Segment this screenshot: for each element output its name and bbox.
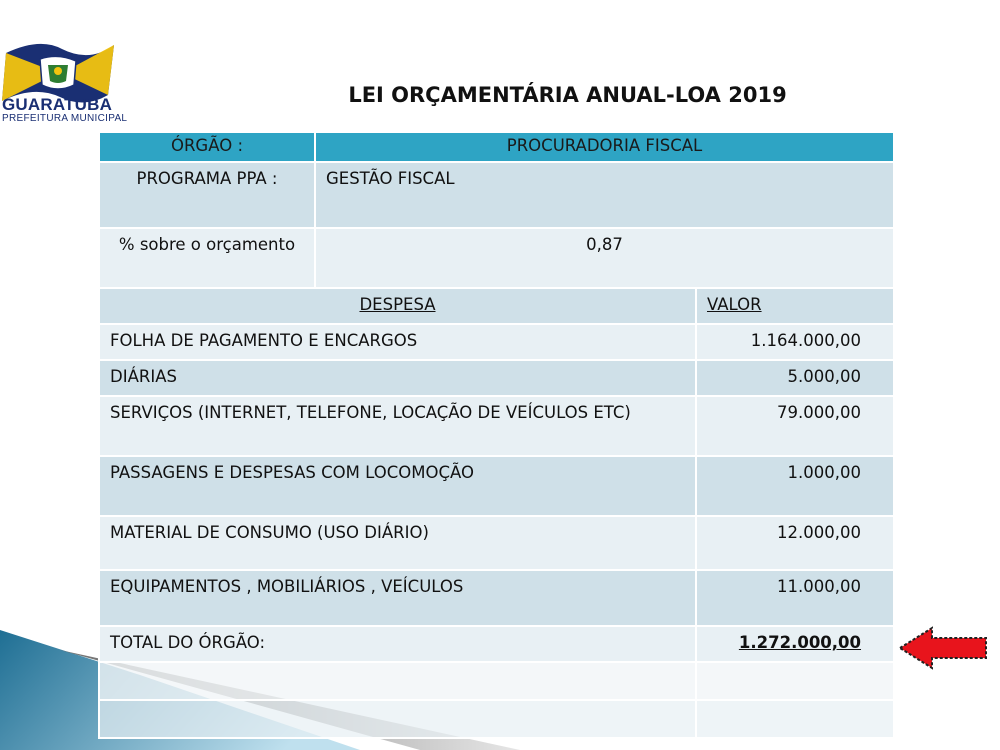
table-row <box>99 360 894 396</box>
despesa-cell: FOLHA DE PAGAMENTO E ENCARGOS <box>99 324 696 360</box>
table-row <box>99 516 894 570</box>
red-arrow-icon <box>898 625 990 671</box>
valor-cell: 1.164.000,00 <box>696 324 894 360</box>
table-row <box>99 324 894 360</box>
programa-label: PROGRAMA PPA : <box>99 162 315 228</box>
total-row <box>99 626 894 662</box>
empty-row <box>99 700 894 738</box>
despesa-cell: EQUIPAMENTOS , MOBILIÁRIOS , VEÍCULOS <box>99 570 696 626</box>
valor-cell: 79.000,00 <box>696 396 894 456</box>
empty-row <box>99 662 894 700</box>
valor-cell: 11.000,00 <box>696 570 894 626</box>
despesa-cell: DIÁRIAS <box>99 360 696 396</box>
budget-table <box>98 131 895 739</box>
programa-row <box>99 162 894 228</box>
page-title: LEI ORÇAMENTÁRIA ANUAL-LOA 2019 <box>348 83 787 107</box>
despesa-header: DESPESA <box>359 295 436 314</box>
valor-header: VALOR <box>707 295 762 314</box>
orgao-value: PROCURADORIA FISCAL <box>315 132 894 162</box>
logo-wordmark: GUARATUBA <box>2 95 113 114</box>
despesa-cell: SERVIÇOS (INTERNET, TELEFONE, LOCAÇÃO DE VEÍCULOS ETC) <box>99 396 696 456</box>
percent-label: % sobre o orçamento <box>99 228 315 288</box>
percent-value: 0,87 <box>315 228 894 288</box>
logo-subtitle: PREFEITURA MUNICIPAL <box>2 113 128 124</box>
orgao-row <box>99 132 894 162</box>
valor-cell: 5.000,00 <box>696 360 894 396</box>
percent-row <box>99 228 894 288</box>
total-label: TOTAL DO ÓRGÃO: <box>99 626 696 662</box>
despesa-cell: PASSAGENS E DESPESAS COM LOCOMOÇÃO <box>99 456 696 516</box>
valor-cell: 1.000,00 <box>696 456 894 516</box>
total-value: 1.272.000,00 <box>738 633 862 652</box>
column-header-row <box>99 288 894 324</box>
table-row <box>99 456 894 516</box>
valor-cell: 12.000,00 <box>696 516 894 570</box>
table-row <box>99 570 894 626</box>
table-row <box>99 396 894 456</box>
programa-value: GESTÃO FISCAL <box>315 162 894 228</box>
despesa-cell: MATERIAL DE CONSUMO (USO DIÁRIO) <box>99 516 696 570</box>
orgao-label: ÓRGÃO : <box>99 132 315 162</box>
